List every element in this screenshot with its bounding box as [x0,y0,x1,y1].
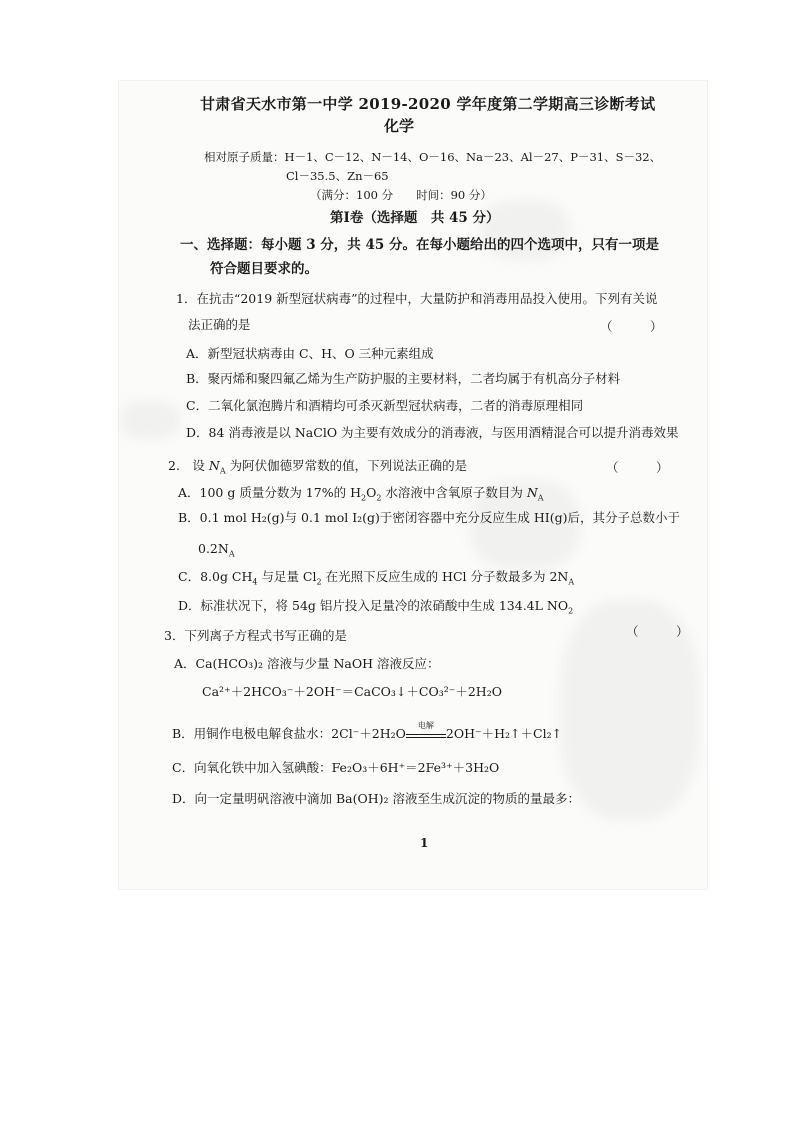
q2-option-c [178,569,574,591]
subject-title: 化学 [384,117,415,135]
q2-a-mid: O [366,485,377,500]
q2-stem-post: 为阿伏伽德罗常数的值，下列说法正确的是 [225,458,468,473]
q2-a-na: N [526,485,538,500]
q2-c-sub-3: A [568,577,575,587]
q1-option-a: A．新型冠状病毒由 C、H、O 三种元素组成 [186,346,434,361]
q2-b-line-2-text: 0.2N [198,541,229,556]
q1-option-d: D．84 消毒液是以 NaClO 为主要有效成分的消毒液，与医用酒精混合可以提升消毒效果 [186,425,679,440]
q1-stem-line-2: 法正确的是 [188,317,251,332]
q1-answer-paren: （ ） [600,319,663,334]
electrolysis-condition: 电解 [417,721,434,730]
scan-smudge [120,400,180,440]
q2-stem-na-sub: A [219,466,226,476]
q3-option-a-line-1: A．Ca(HCO₃)₂ 溶液与少量 NaOH 溶液反应： [174,656,440,671]
atomic-masses-line-2: Cl－35.5、Zn－65 [286,169,389,183]
q2-b-line-2-sub: A [228,549,235,559]
q2-c-post: 在光照下反应生成的 HCl 分子数最多为 2N [321,569,569,584]
q2-option-a [178,485,544,507]
q2-option-b-line-1: B．0.1 mol H₂(g)与 0.1 mol I₂(g)于密闭容器中充分反应生成 HI(g)后，其分子总数小于 [178,510,681,525]
q2-option-d [178,598,573,620]
section-instruction-1: 一、选择题：每小题 3 分，共 45 分。在每小题给出的四个选项中，只有一项是 [180,237,659,253]
score-time: （满分：100 分 时间：90 分） [310,188,492,202]
q2-a-post: 水溶液中含氧原子数目为 [381,485,527,500]
electrolysis-arrow [406,721,446,738]
q2-c-mid: 与足量 Cl [257,569,317,584]
atomic-masses-line-1: 相对原子质量：H－1、C－12、N－14、O－16、Na－23、Al－27、P－31、S－32、 [204,150,662,164]
q2-d-pre: D．标准状况下，将 54g 铝片投入足量冷的浓硝酸中生成 134.4L NO [178,598,569,613]
double-bar-icon [406,734,446,738]
q2-a-sub-2: 2 [376,493,382,503]
q2-stem [168,458,467,480]
q2-a-sub-1: 2 [360,493,367,503]
q3-option-d: D．向一定量明矾溶液中滴加 Ba(OH)₂ 溶液至生成沉淀的物质的量最多： [172,791,581,806]
exam-title: 甘肃省天水市第一中学 2019-2020 学年度第二学期高三诊断考试 [200,95,656,113]
q2-c-sub-1: 4 [252,577,258,587]
q2-option-b-line-2 [198,541,235,563]
volume-title: 第Ⅰ卷（选择题 共 45 分） [330,210,500,226]
q3-b-pre: B．用铜作电极电解食盐水：2Cl⁻＋2H₂O [172,726,406,741]
q2-a-na-sub: A [537,493,544,503]
q2-a-pre: A．100 g 质量分数为 17%的 H [178,485,361,500]
q3-option-a-line-2: Ca²⁺＋2HCO₃⁻＋2OH⁻＝CaCO₃↓＋CO₃²⁻＋2H₂O [202,684,502,699]
q1-option-b: B．聚丙烯和聚四氟乙烯为生产防护服的主要材料，二者均属于有机高分子材料 [186,371,621,386]
q2-c-pre: C．8.0g CH [178,569,253,584]
q3-stem: 3．下列离子方程式书写正确的是 [164,628,347,643]
page-number: 1 [420,836,429,850]
q2-stem-na: N [208,458,220,473]
q2-c-sub-2: 2 [316,577,322,587]
q1-stem-line-1: 1．在抗击“2019 新型冠状病毒”的过程中，大量防护和消毒用品投入使用。下列有关说 [176,291,658,306]
q1-option-c: C．二氧化氯泡腾片和酒精均可杀灭新型冠状病毒，二者的消毒原理相同 [186,398,584,413]
section-instruction-2: 符合题目要求的。 [210,261,318,277]
q3-option-c: C．向氧化铁中加入氢碘酸：Fe₂O₃＋6H⁺＝2Fe³⁺＋3H₂O [172,760,500,775]
q3-option-b [172,721,563,742]
q2-stem-pre: 2. 设 [168,458,209,473]
q2-d-sub: 2 [568,606,574,616]
q3-b-post: 2OH⁻＋H₂↑＋Cl₂↑ [445,726,563,741]
q2-answer-paren: （ ） [606,460,669,475]
q3-answer-paren: （ ） [626,624,689,639]
